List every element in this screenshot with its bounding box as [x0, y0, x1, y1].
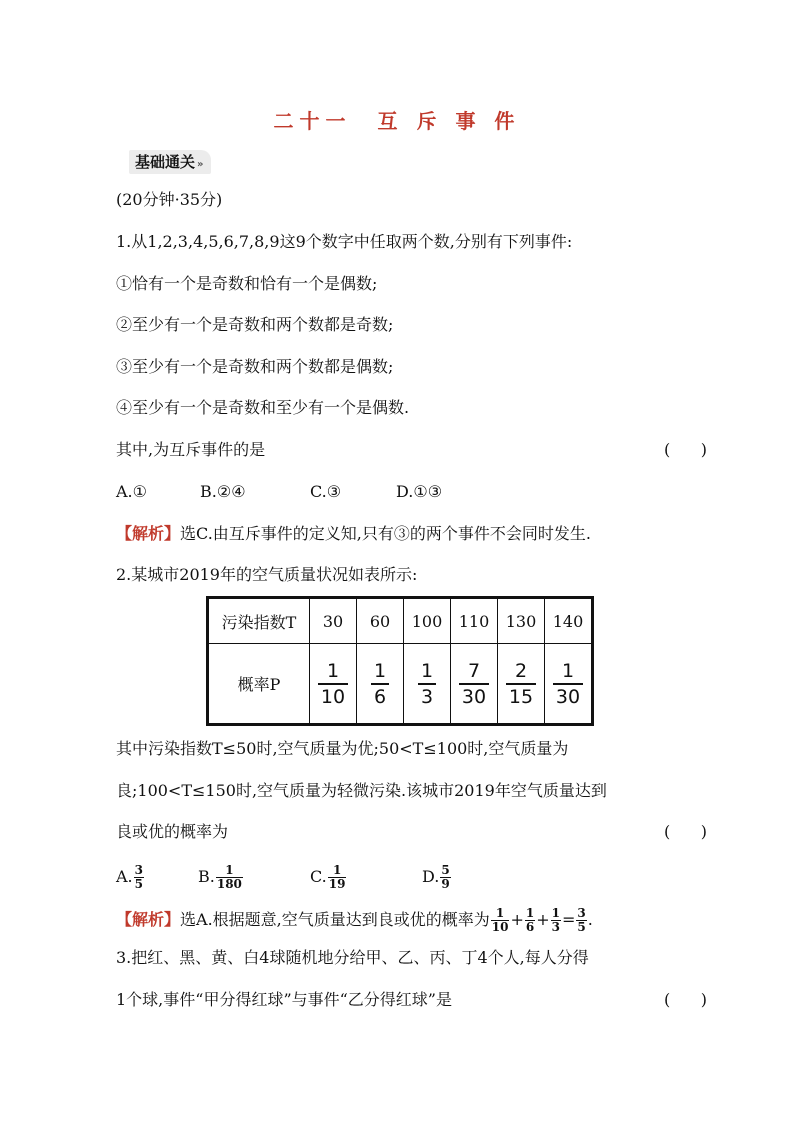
section-badge	[129, 150, 211, 174]
frac-num: 7	[467, 659, 481, 682]
q1-analysis-text: 选C.由互斥事件的定义知,只有③的两个事件不会同时发生.	[180, 524, 591, 543]
frac-den: 10	[491, 920, 509, 934]
table-row	[208, 644, 593, 725]
table-row	[208, 598, 593, 644]
q2-text-2: 良;100<T≤150时,空气质量为轻微污染.该城市2019年空气质量达到	[116, 781, 607, 800]
table-cell-value: 100	[404, 598, 451, 644]
q2-analysis-text: 选A.根据题意,空气质量达到良或优的概率为	[180, 910, 490, 929]
frac-num: 1	[420, 659, 434, 682]
frac-num: 1	[495, 906, 505, 920]
frac-num: 1	[373, 659, 387, 682]
frac-num: 3	[577, 906, 586, 920]
q2-options	[116, 862, 794, 892]
q1-answer-paren: ( )	[664, 440, 707, 459]
frac-num: 2	[514, 659, 528, 682]
option-fraction	[216, 864, 243, 891]
pollution-table	[206, 596, 594, 726]
frac-num: 1	[561, 659, 575, 682]
table-cell-value: 130	[498, 598, 545, 644]
frac-den: 6	[371, 683, 389, 709]
frac-den: 30	[553, 683, 583, 709]
option-label: D.	[422, 867, 440, 886]
frac-den: 19	[328, 877, 346, 891]
table-cell-prob	[310, 644, 357, 725]
prob-fraction	[371, 659, 389, 709]
q1-event-2: ②至少有一个是奇数和两个数都是奇数;	[116, 315, 394, 334]
table-cell-prob	[357, 644, 404, 725]
table-header-index: 污染指数T	[208, 598, 310, 644]
option-label: A.	[116, 867, 133, 886]
frac-den: 15	[506, 683, 536, 709]
analysis-fraction	[576, 907, 586, 934]
q2-stem: 2.某城市2019年的空气质量状况如表所示:	[116, 565, 418, 584]
q1-analysis	[116, 522, 794, 546]
time-note: (20分钟·35分)	[116, 190, 223, 209]
option-label: C.	[310, 867, 327, 886]
option-fraction	[328, 864, 347, 891]
frac-den: 5	[134, 877, 143, 891]
table-cell-prob	[498, 644, 545, 725]
frac-num: 1	[326, 659, 340, 682]
option-fraction	[440, 864, 450, 891]
q1-event-4: ④至少有一个是奇数和至少有一个是偶数.	[116, 398, 410, 417]
badge-arrow-icon: »	[197, 159, 204, 170]
frac-den: 5	[577, 920, 586, 934]
frac-den: 9	[441, 877, 450, 891]
analysis-fraction	[491, 907, 510, 934]
frac-den: 6	[525, 920, 535, 934]
sentence-end: .	[587, 910, 593, 929]
prob-fraction	[418, 659, 436, 709]
math-operator: +	[510, 910, 524, 929]
prob-fraction	[506, 659, 536, 709]
q1-analysis-tag: 【解析】	[116, 524, 181, 543]
q2-analysis-tag: 【解析】	[116, 910, 181, 929]
section-badge-label: 基础通关	[135, 153, 196, 171]
prob-fraction	[318, 659, 348, 709]
q1-event-1: ①恰有一个是奇数和恰有一个是偶数;	[116, 274, 378, 293]
q3-answer-paren: ( )	[664, 990, 707, 1009]
q2-ask: 良或优的概率为	[116, 822, 229, 841]
math-operator: +	[536, 910, 550, 929]
math-operator: =	[561, 910, 576, 929]
prob-fraction	[553, 659, 583, 709]
frac-den: 3	[418, 683, 436, 709]
frac-num: 1	[525, 906, 535, 920]
q2-option-a	[116, 862, 198, 892]
option-label: B.	[198, 867, 215, 886]
q2-answer-paren: ( )	[664, 822, 707, 841]
table-cell-prob	[451, 644, 498, 725]
frac-num: 5	[441, 863, 450, 877]
frac-den: 3	[551, 920, 560, 934]
frac-num: 1	[332, 863, 342, 877]
table-cell-prob	[404, 644, 451, 725]
q1-option-b: B.②④	[200, 482, 246, 501]
option-fraction	[134, 864, 144, 891]
prob-fraction	[459, 659, 489, 709]
table-cell-value: 30	[310, 598, 357, 644]
q1-stem: 1.从1,2,3,4,5,6,7,8,9这9个数字中任取两个数,分别有下列事件:	[116, 232, 573, 251]
q1-option-c: C.③	[310, 482, 342, 501]
frac-num: 1	[225, 863, 234, 877]
q3-stem: 3.把红、黑、黄、白4球随机地分给甲、乙、丙、丁4个人,每人分得	[116, 948, 589, 967]
frac-num: 3	[134, 863, 143, 877]
frac-den: 30	[459, 683, 489, 709]
q3-stem-2: 1个球,事件“甲分得红球”与事件“乙分得红球”是	[116, 990, 452, 1009]
q2-analysis	[116, 905, 794, 935]
q1-option-d: D.①③	[396, 482, 443, 501]
frac-den: 180	[216, 877, 242, 891]
frac-num: 1	[551, 906, 560, 920]
q1-ask: 其中,为互斥事件的是	[116, 440, 266, 459]
q2-text-1: 其中污染指数T≤50时,空气质量为优;50<T≤100时,空气质量为	[116, 739, 569, 758]
table-cell-value: 60	[357, 598, 404, 644]
q1-event-3: ③至少有一个是奇数和两个数都是偶数;	[116, 357, 394, 376]
table-cell-prob	[545, 644, 593, 725]
q2-option-d	[422, 862, 452, 892]
q1-options	[116, 480, 794, 504]
frac-den: 10	[318, 683, 348, 709]
table-cell-value: 140	[545, 598, 593, 644]
table-cell-value: 110	[451, 598, 498, 644]
table-header-prob: 概率P	[208, 644, 310, 725]
q2-option-c	[310, 862, 422, 892]
analysis-fraction	[525, 907, 535, 934]
analysis-fraction	[551, 907, 561, 934]
q1-option-a: A.①	[116, 482, 147, 501]
q2-option-b	[198, 862, 310, 892]
page-title: 二十一 互 斥 事 件	[273, 109, 521, 133]
